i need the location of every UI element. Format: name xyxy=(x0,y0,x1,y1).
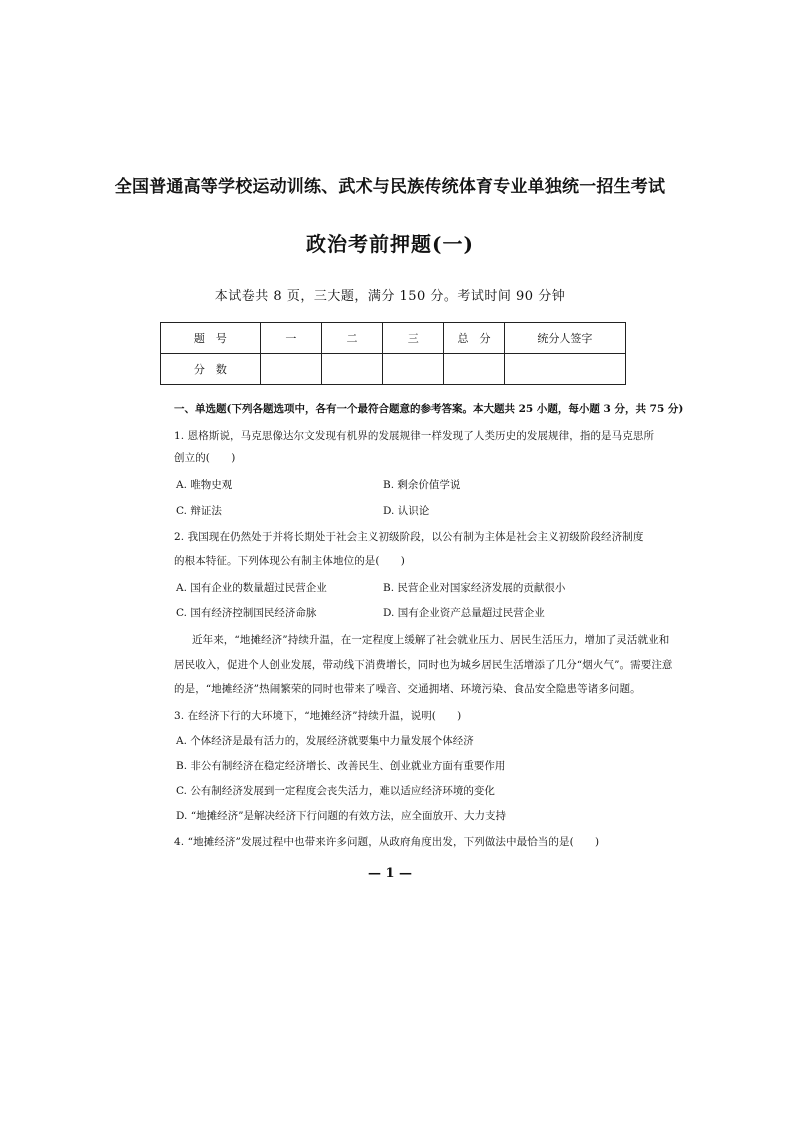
question-3-option-d: D. “地摊经济”是解决经济下行问题的有效方法，应全面放开、大力支持 xyxy=(176,810,506,822)
question-2-option-b: B. 民营企业对国家经济发展的贡献很小 xyxy=(383,582,566,594)
score-table xyxy=(160,322,626,385)
score-row-label: 分 数 xyxy=(161,354,261,385)
score-cell[interactable] xyxy=(260,354,321,385)
score-header-cell: 总 分 xyxy=(444,323,504,354)
question-2-stem: 2. 我国现在仍然处于并将长期处于社会主义初级阶段，以公有制为主体是社会主义初级阶段经济制度 xyxy=(174,531,644,543)
question-1-option-c: C. 辩证法 xyxy=(176,505,222,517)
question-1-stem-cont: 创立的( ) xyxy=(174,452,236,464)
question-4-stem: 4. “地摊经济”发展过程中也带来许多问题，从政府角度出发，下列做法中最恰当的是( ) xyxy=(174,836,600,848)
exam-info: 本试卷共 8 页，三大题，满分 150 分。考试时间 90 分钟 xyxy=(214,289,566,304)
section-heading: 一、单选题(下列各题选项中，各有一个最符合题意的参考答案。本大题共 25 小题，每小题 3 分，共 75 分) xyxy=(174,403,684,415)
exam-title: 全国普通高等学校运动训练、武术与民族传统体育专业单独统一招生考试 xyxy=(114,177,666,197)
score-table-score-row xyxy=(161,354,626,385)
question-2-stem-cont: 的根本特征。下列体现公有制主体地位的是( ) xyxy=(174,555,405,567)
question-3-option-c: C. 公有制经济发展到一定程度会丧失活力，难以适应经济环境的变化 xyxy=(176,785,495,797)
question-3-stem: 3. 在经济下行的大环境下，“地摊经济”持续升温，说明( ) xyxy=(174,710,462,722)
question-1-option-a: A. 唯物史观 xyxy=(176,479,233,491)
question-1-option-d: D. 认识论 xyxy=(383,505,430,517)
score-table-header-row xyxy=(161,323,626,354)
score-cell[interactable] xyxy=(444,354,504,385)
question-1-option-b: B. 剩余价值学说 xyxy=(383,479,461,491)
question-2-option-c: C. 国有经济控制国民经济命脉 xyxy=(176,607,317,619)
score-header-cell: 一 xyxy=(260,323,321,354)
score-header-cell: 三 xyxy=(383,323,444,354)
signature-cell[interactable] xyxy=(504,354,625,385)
question-3-option-a: A. 个体经济是最有活力的，发展经济就要集中力量发展个体经济 xyxy=(176,735,474,747)
material-paragraph-line: 的是，“地摊经济”热闹繁荣的同时也带来了噪音、交通拥堵、环境污染、食品安全隐患等诸多问题。 xyxy=(174,683,641,695)
question-2-option-a: A. 国有企业的数量超过民营企业 xyxy=(176,582,327,594)
question-2-option-d: D. 国有企业资产总量超过民营企业 xyxy=(383,607,545,619)
score-header-cell: 二 xyxy=(321,323,382,354)
score-header-cell: 统分人签字 xyxy=(504,323,625,354)
score-header-cell: 题 号 xyxy=(161,323,261,354)
question-3-option-b: B. 非公有制经济在稳定经济增长、改善民生、创业就业方面有重要作用 xyxy=(176,760,506,772)
score-cell[interactable] xyxy=(383,354,444,385)
question-1-stem: 1. 恩格斯说，马克思像达尔文发现有机界的发展规律一样发现了人类历史的发展规律，指的是马克思所 xyxy=(174,430,655,442)
material-paragraph-line: 居民收入，促进个人创业发展，带动线下消费增长，同时也为城乡居民生活增添了几分“烟火气”。需要注意 xyxy=(174,659,673,671)
material-paragraph-line: 近年来，“地摊经济”持续升温，在一定程度上缓解了社会就业压力、居民生活压力，增加了灵活就业和 xyxy=(192,634,670,646)
page-number: — 1 — xyxy=(367,866,413,881)
score-cell[interactable] xyxy=(321,354,382,385)
paper-title: 政治考前押题(一) xyxy=(306,232,474,256)
